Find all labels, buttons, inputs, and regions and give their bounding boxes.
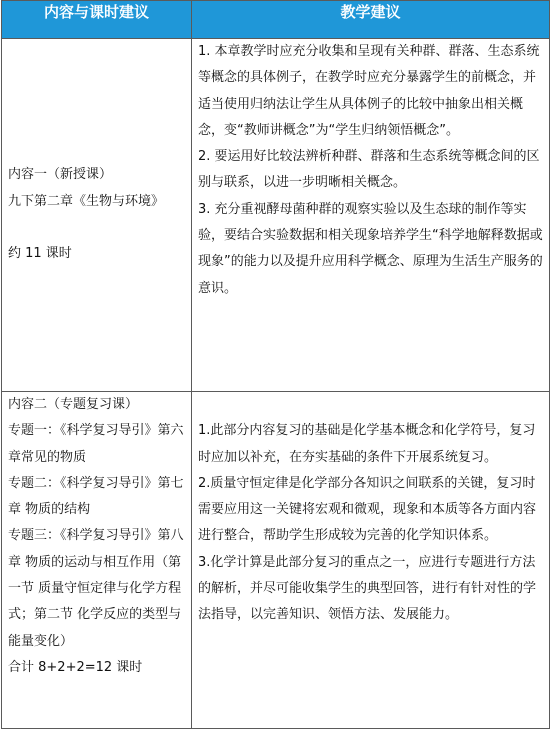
suggestion-item: 1. 本章教学时应充分收集和呈现有关种群、群落、生态系统等概念的具体例子，在教学时应充分暴露学生的前概念，并适当使用归纳法让学生从具体例子的比较中抽象出相关概念，变“教师讲概念”为“学生归纳领悟概念”。: [198, 44, 540, 138]
header-teaching-suggestions: 教学建议: [192, 1, 550, 39]
table-row: [2, 39, 550, 392]
content-two-hours: 合计 8+2+2=12 课时: [8, 659, 143, 675]
suggestion-item: 2. 要运用好比较法辨析种群、群落和生态系统等概念间的区别与联系，以进一步明晰相关概念。: [198, 149, 540, 191]
suggestion-item: 3. 充分重视酵母菌种群的观察实验以及生态球的制作等实验，要结合实验数据和相关现象培养学生“科学地解释数据或现象”的能力以及提升应用科学概念、原理为生活生产服务的意识。: [198, 201, 543, 296]
content-two-suggestions-cell: [192, 392, 550, 729]
content-one-suggestions-cell: [192, 39, 550, 392]
content-two-title: 内容二（专题复习课）: [8, 397, 139, 412]
suggestion-item: 2.质量守恒定律是化学部分各知识之间联系的关键，复习时需要应用这一关键将宏观和微观，现象和本质等各方面内容进行整合，帮助学生形成较为完善的化学知识体系。: [198, 475, 537, 544]
suggestion-item: 1.此部分内容复习的基础是化学基本概念和化学符号，复习时应加以补充，在夯实基础的条件下开展系统复习。: [198, 423, 536, 465]
content-one-title: 内容一（新授课）: [8, 167, 113, 183]
content-one-cell: [2, 39, 192, 392]
topic-one: 专题一：《科学复习导引》第六章常见的物质: [8, 423, 184, 465]
content-one-chapter: 九下第二章《生物与环境》: [8, 193, 165, 209]
topic-two: 专题二：《科学复习导引》第七章 物质的结构: [8, 475, 184, 518]
table-row: [2, 392, 550, 729]
header-content-hours: 内容与课时建议: [2, 1, 192, 39]
topic-three: 专题三：《科学复习导引》第八章 物质的运动与相互作用（第一节 质量守恒定律与化学方程式；第二节 化学反应的类型与能量变化）: [8, 528, 184, 649]
teaching-plan-table: [1, 0, 550, 729]
spacer: [8, 215, 188, 241]
spacer: [198, 392, 545, 418]
suggestion-item: 3.化学计算是此部分复习的重点之一，应进行专题进行方法的解析，并尽可能收集学生的典型回答，进行有针对性的学法指导，以完善知识、领悟方法、发展能力。: [198, 554, 537, 623]
content-two-cell: [2, 392, 192, 729]
table-header-row: [2, 1, 550, 39]
content-one-hours: 约 11 课时: [8, 246, 72, 262]
